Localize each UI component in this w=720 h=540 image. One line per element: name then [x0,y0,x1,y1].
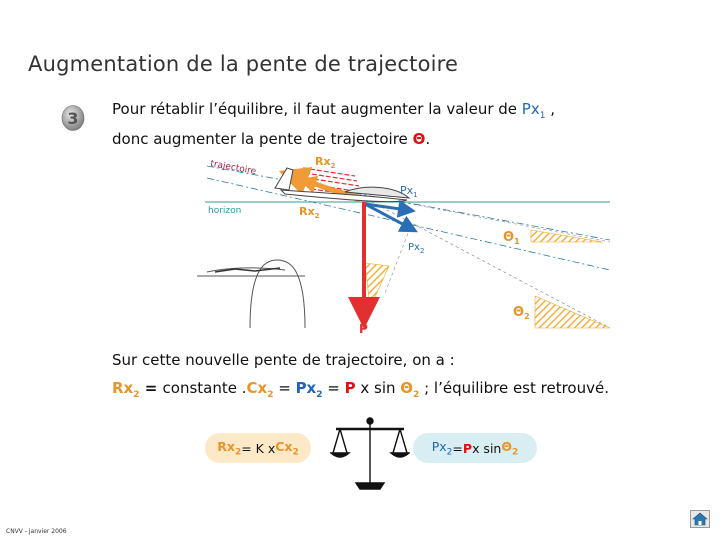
guide-line-px1 [390,200,610,242]
p-label: P [359,322,368,336]
theta2-label: $\Theta_2$ [513,305,530,321]
rx2-lower-label: $Rx_2$ [299,205,320,220]
weight-formula-pill: $Px_2$ = P x sin $\Theta_2$ [413,433,537,463]
px1-symbol: $Px_1$ [521,100,546,121]
rx2-upper-label: $Rx_2$ [315,155,336,170]
mountain-icon [197,260,305,328]
balance-scale-icon [330,413,410,493]
trajectory-line-3 [355,193,610,328]
weight-angle [365,263,389,308]
theta2-angle [535,296,610,328]
force-diagram [195,148,615,343]
glider-icon [275,168,409,202]
guide-line-px2 [385,228,410,293]
px1-label: $Px_1$ [400,184,418,199]
intro-text: Pour rétablir l’équilibre, il faut augmenter la valeur de $Px_1$ , donc augmenter la pente de trajectoire Θ. [112,100,555,148]
step-number-icon [60,104,86,132]
equilibrium-equation: $Rx_2$ = constante $.Cx_2 = Px_2 = P$ x $\sin \Theta_2$ ; l’équilibre est retrouvé. [112,379,609,400]
theta1-label: $\Theta_1$ [503,230,520,246]
px2-label: $Px_2$ [408,242,425,255]
footer-credit: CNVV - janvier 2006 [6,528,67,535]
drag-formula-pill: $Rx_2$ = K x $Cx_2$ [205,433,311,463]
theta-symbol: Θ [412,130,426,148]
home-button[interactable] [690,510,710,528]
sentence-new-slope: Sur cette nouvelle pente de trajectoire, on a : [112,351,455,369]
home-icon [691,511,709,527]
trajectoire-label: trajectoire [209,159,257,177]
page-title: Augmentation de la pente de trajectoire [28,52,459,76]
step-number: 3 [67,109,79,128]
horizon-label: horizon [208,206,242,216]
